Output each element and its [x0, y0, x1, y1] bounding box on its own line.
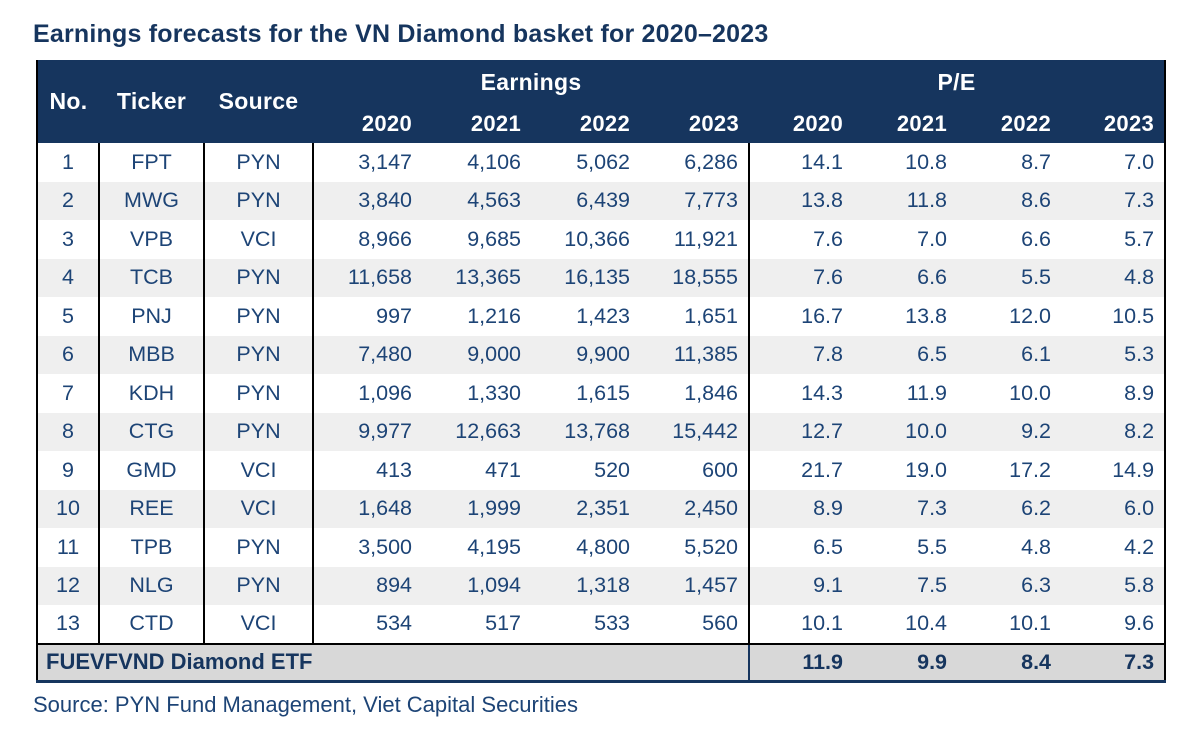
- cell-earnings-2023: 7,773: [640, 182, 749, 221]
- cell-pe-2023: 6.0: [1061, 490, 1165, 529]
- cell-earnings-2020: 413: [313, 451, 422, 490]
- cell-pe-2022: 8.7: [957, 143, 1061, 182]
- summary-pe-2021: 9.9: [853, 644, 957, 682]
- year-header-pe-2021: 2021: [853, 105, 957, 143]
- cell-earnings-2023: 1,846: [640, 374, 749, 413]
- table-row: [37, 451, 1165, 490]
- cell-pe-2021: 7.3: [853, 490, 957, 529]
- cell-pe-2020: 21.7: [749, 451, 853, 490]
- cell-pe-2021: 7.0: [853, 220, 957, 259]
- cell-pe-2023: 5.8: [1061, 567, 1165, 606]
- cell-earnings-2020: 3,147: [313, 143, 422, 182]
- cell-no: 3: [37, 220, 99, 259]
- cell-earnings-2023: 1,457: [640, 567, 749, 606]
- cell-pe-2021: 10.8: [853, 143, 957, 182]
- cell-earnings-2022: 6,439: [531, 182, 640, 221]
- cell-pe-2021: 11.8: [853, 182, 957, 221]
- cell-no: 9: [37, 451, 99, 490]
- cell-pe-2023: 7.3: [1061, 182, 1165, 221]
- cell-ticker: TPB: [99, 528, 204, 567]
- table-header: [37, 60, 1165, 143]
- year-header-earnings-2020: 2020: [313, 105, 422, 143]
- table-row: [37, 220, 1165, 259]
- cell-pe-2021: 10.0: [853, 413, 957, 452]
- year-header-pe-2020: 2020: [749, 105, 853, 143]
- cell-source: VCI: [204, 605, 313, 644]
- cell-source: PYN: [204, 259, 313, 298]
- cell-earnings-2020: 997: [313, 297, 422, 336]
- cell-ticker: GMD: [99, 451, 204, 490]
- cell-pe-2022: 9.2: [957, 413, 1061, 452]
- cell-pe-2020: 16.7: [749, 297, 853, 336]
- cell-earnings-2021: 1,999: [422, 490, 531, 529]
- cell-pe-2020: 7.8: [749, 336, 853, 375]
- year-header-pe-2023: 2023: [1061, 105, 1165, 143]
- cell-pe-2022: 8.6: [957, 182, 1061, 221]
- cell-pe-2022: 10.0: [957, 374, 1061, 413]
- cell-pe-2021: 5.5: [853, 528, 957, 567]
- cell-pe-2020: 13.8: [749, 182, 853, 221]
- page-title: Earnings forecasts for the VN Diamond basket for 2020–2023: [33, 20, 769, 48]
- cell-earnings-2020: 3,500: [313, 528, 422, 567]
- cell-pe-2021: 6.5: [853, 336, 957, 375]
- cell-ticker: FPT: [99, 143, 204, 182]
- cell-earnings-2022: 5,062: [531, 143, 640, 182]
- cell-earnings-2022: 1,318: [531, 567, 640, 606]
- cell-earnings-2022: 533: [531, 605, 640, 644]
- year-header-earnings-2023: 2023: [640, 105, 749, 143]
- cell-earnings-2021: 1,094: [422, 567, 531, 606]
- table-body: [37, 143, 1165, 644]
- cell-pe-2022: 6.6: [957, 220, 1061, 259]
- cell-pe-2020: 7.6: [749, 220, 853, 259]
- cell-source: VCI: [204, 220, 313, 259]
- cell-ticker: MBB: [99, 336, 204, 375]
- cell-pe-2020: 6.5: [749, 528, 853, 567]
- cell-no: 1: [37, 143, 99, 182]
- cell-pe-2022: 10.1: [957, 605, 1061, 644]
- cell-pe-2023: 5.3: [1061, 336, 1165, 375]
- cell-earnings-2021: 1,330: [422, 374, 531, 413]
- cell-source: PYN: [204, 336, 313, 375]
- cell-source: PYN: [204, 182, 313, 221]
- cell-earnings-2022: 2,351: [531, 490, 640, 529]
- cell-ticker: VPB: [99, 220, 204, 259]
- cell-source: PYN: [204, 143, 313, 182]
- cell-pe-2022: 6.2: [957, 490, 1061, 529]
- cell-no: 11: [37, 528, 99, 567]
- cell-earnings-2022: 1,615: [531, 374, 640, 413]
- cell-source: PYN: [204, 567, 313, 606]
- cell-earnings-2020: 1,096: [313, 374, 422, 413]
- cell-pe-2021: 6.6: [853, 259, 957, 298]
- cell-earnings-2023: 2,450: [640, 490, 749, 529]
- cell-pe-2022: 5.5: [957, 259, 1061, 298]
- cell-earnings-2020: 534: [313, 605, 422, 644]
- cell-source: PYN: [204, 413, 313, 452]
- summary-label: FUEVFVND Diamond ETF: [37, 644, 749, 682]
- cell-pe-2020: 10.1: [749, 605, 853, 644]
- table-row: [37, 259, 1165, 298]
- cell-ticker: CTD: [99, 605, 204, 644]
- cell-pe-2023: 7.0: [1061, 143, 1165, 182]
- cell-earnings-2020: 7,480: [313, 336, 422, 375]
- cell-pe-2021: 19.0: [853, 451, 957, 490]
- cell-pe-2020: 9.1: [749, 567, 853, 606]
- cell-pe-2023: 9.6: [1061, 605, 1165, 644]
- year-header-earnings-2022: 2022: [531, 105, 640, 143]
- cell-earnings-2022: 9,900: [531, 336, 640, 375]
- forecast-table: [36, 60, 1166, 683]
- cell-earnings-2023: 18,555: [640, 259, 749, 298]
- cell-source: PYN: [204, 297, 313, 336]
- cell-earnings-2021: 4,563: [422, 182, 531, 221]
- cell-pe-2020: 7.6: [749, 259, 853, 298]
- summary-pe-2020: 11.9: [749, 644, 853, 682]
- cell-pe-2023: 14.9: [1061, 451, 1165, 490]
- cell-pe-2022: 17.2: [957, 451, 1061, 490]
- cell-pe-2020: 14.1: [749, 143, 853, 182]
- cell-pe-2021: 11.9: [853, 374, 957, 413]
- cell-no: 10: [37, 490, 99, 529]
- cell-pe-2023: 10.5: [1061, 297, 1165, 336]
- year-header-pe-2022: 2022: [957, 105, 1061, 143]
- col-header-no: No.: [37, 60, 99, 143]
- cell-earnings-2021: 471: [422, 451, 531, 490]
- cell-earnings-2023: 600: [640, 451, 749, 490]
- header-group-row: [37, 60, 1165, 105]
- cell-earnings-2021: 9,000: [422, 336, 531, 375]
- cell-earnings-2023: 6,286: [640, 143, 749, 182]
- cell-earnings-2023: 5,520: [640, 528, 749, 567]
- cell-pe-2020: 12.7: [749, 413, 853, 452]
- cell-no: 13: [37, 605, 99, 644]
- group-header-pe: P/E: [749, 60, 1165, 105]
- cell-pe-2022: 6.1: [957, 336, 1061, 375]
- source-note: Source: PYN Fund Management, Viet Capital Securities: [33, 692, 578, 717]
- cell-pe-2021: 13.8: [853, 297, 957, 336]
- cell-ticker: NLG: [99, 567, 204, 606]
- table-row: [37, 182, 1165, 221]
- cell-earnings-2022: 10,366: [531, 220, 640, 259]
- cell-earnings-2021: 517: [422, 605, 531, 644]
- cell-pe-2021: 10.4: [853, 605, 957, 644]
- cell-ticker: TCB: [99, 259, 204, 298]
- cell-earnings-2021: 9,685: [422, 220, 531, 259]
- cell-ticker: CTG: [99, 413, 204, 452]
- cell-earnings-2022: 13,768: [531, 413, 640, 452]
- cell-pe-2020: 14.3: [749, 374, 853, 413]
- table-footer: [37, 644, 1165, 682]
- cell-ticker: PNJ: [99, 297, 204, 336]
- cell-earnings-2021: 4,106: [422, 143, 531, 182]
- cell-earnings-2023: 1,651: [640, 297, 749, 336]
- summary-row: [37, 644, 1165, 682]
- table-row: [37, 374, 1165, 413]
- cell-earnings-2020: 8,966: [313, 220, 422, 259]
- table-row: [37, 567, 1165, 606]
- cell-no: 7: [37, 374, 99, 413]
- cell-pe-2020: 8.9: [749, 490, 853, 529]
- table-row: [37, 490, 1165, 529]
- cell-ticker: KDH: [99, 374, 204, 413]
- cell-pe-2022: 6.3: [957, 567, 1061, 606]
- cell-earnings-2022: 4,800: [531, 528, 640, 567]
- cell-earnings-2022: 16,135: [531, 259, 640, 298]
- table-row: [37, 528, 1165, 567]
- cell-earnings-2023: 11,385: [640, 336, 749, 375]
- cell-earnings-2023: 11,921: [640, 220, 749, 259]
- cell-no: 8: [37, 413, 99, 452]
- cell-pe-2023: 5.7: [1061, 220, 1165, 259]
- cell-no: 12: [37, 567, 99, 606]
- cell-earnings-2022: 1,423: [531, 297, 640, 336]
- cell-pe-2023: 8.9: [1061, 374, 1165, 413]
- cell-earnings-2020: 894: [313, 567, 422, 606]
- cell-pe-2022: 4.8: [957, 528, 1061, 567]
- cell-earnings-2020: 9,977: [313, 413, 422, 452]
- cell-earnings-2023: 15,442: [640, 413, 749, 452]
- col-header-source: Source: [204, 60, 313, 143]
- cell-pe-2023: 8.2: [1061, 413, 1165, 452]
- cell-earnings-2021: 4,195: [422, 528, 531, 567]
- cell-earnings-2022: 520: [531, 451, 640, 490]
- cell-pe-2022: 12.0: [957, 297, 1061, 336]
- cell-earnings-2021: 13,365: [422, 259, 531, 298]
- cell-no: 6: [37, 336, 99, 375]
- summary-pe-2023: 7.3: [1061, 644, 1165, 682]
- cell-earnings-2021: 12,663: [422, 413, 531, 452]
- table-row: [37, 297, 1165, 336]
- table-row: [37, 143, 1165, 182]
- cell-pe-2023: 4.8: [1061, 259, 1165, 298]
- cell-source: VCI: [204, 451, 313, 490]
- table-row: [37, 336, 1165, 375]
- group-header-earnings: Earnings: [313, 60, 749, 105]
- cell-source: VCI: [204, 490, 313, 529]
- cell-source: PYN: [204, 528, 313, 567]
- cell-earnings-2020: 1,648: [313, 490, 422, 529]
- cell-no: 5: [37, 297, 99, 336]
- cell-pe-2023: 4.2: [1061, 528, 1165, 567]
- cell-earnings-2020: 3,840: [313, 182, 422, 221]
- cell-source: PYN: [204, 374, 313, 413]
- table-row: [37, 413, 1165, 452]
- cell-pe-2021: 7.5: [853, 567, 957, 606]
- summary-pe-2022: 8.4: [957, 644, 1061, 682]
- table-row: [37, 605, 1165, 644]
- cell-no: 2: [37, 182, 99, 221]
- year-header-earnings-2021: 2021: [422, 105, 531, 143]
- cell-ticker: MWG: [99, 182, 204, 221]
- cell-ticker: REE: [99, 490, 204, 529]
- cell-earnings-2021: 1,216: [422, 297, 531, 336]
- cell-earnings-2023: 560: [640, 605, 749, 644]
- col-header-ticker: Ticker: [99, 60, 204, 143]
- cell-earnings-2020: 11,658: [313, 259, 422, 298]
- cell-no: 4: [37, 259, 99, 298]
